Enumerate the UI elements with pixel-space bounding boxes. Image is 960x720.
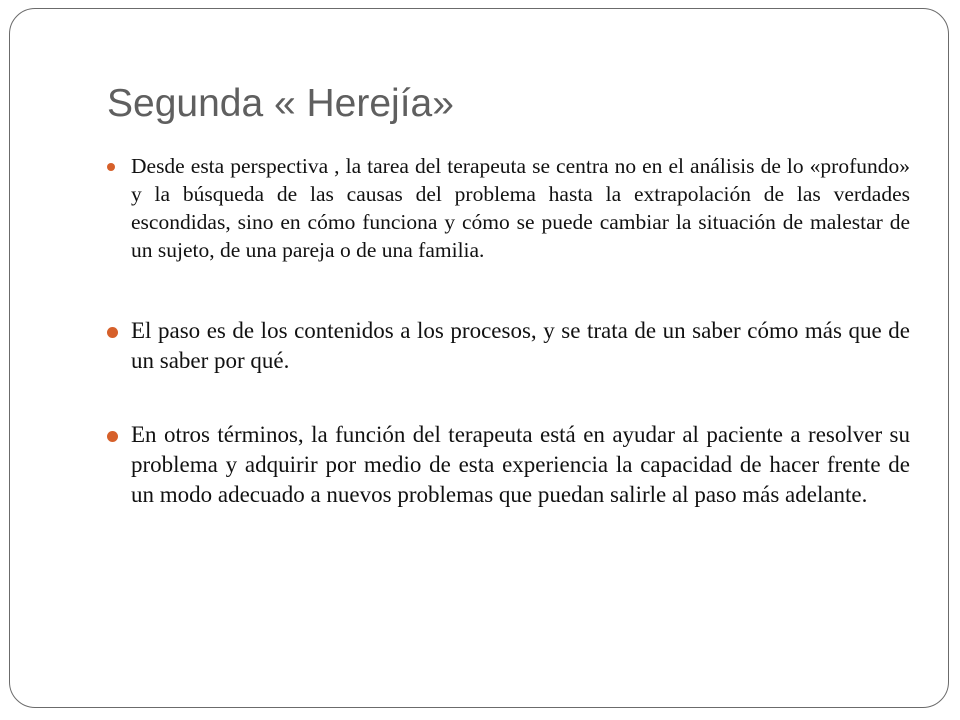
bullet-marker-icon <box>107 163 115 171</box>
bullet-marker-icon <box>107 431 118 442</box>
bullet-text: En otros términos, la función del terapeuta está en ayudar al paciente a resolver su problema y adquirir por medio de esta experiencia la capacidad de hacer frente de un modo adecuado a nuevos problemas que puedan salirle al paso más adelante. <box>131 422 910 507</box>
bullet-item <box>103 316 910 376</box>
bullet-text: El paso es de los contenidos a los procesos, y se trata de un saber cómo más que de un saber por qué. <box>131 318 910 373</box>
bullet-list <box>103 152 910 554</box>
bullet-marker-icon <box>107 327 118 338</box>
bullet-item <box>103 152 910 264</box>
bullet-item <box>103 420 910 510</box>
bullet-text: Desde esta perspectiva , la tarea del terapeuta se centra no en el análisis de lo «profundo» y la búsqueda de las causas del problema hasta la extrapolación de las verdades escondidas, sino en cómo funciona y cómo se puede cambiar la situación de malestar de un sujeto, de una pareja o de una familia. <box>131 154 910 262</box>
slide-title: Segunda « Herejía» <box>107 82 454 125</box>
